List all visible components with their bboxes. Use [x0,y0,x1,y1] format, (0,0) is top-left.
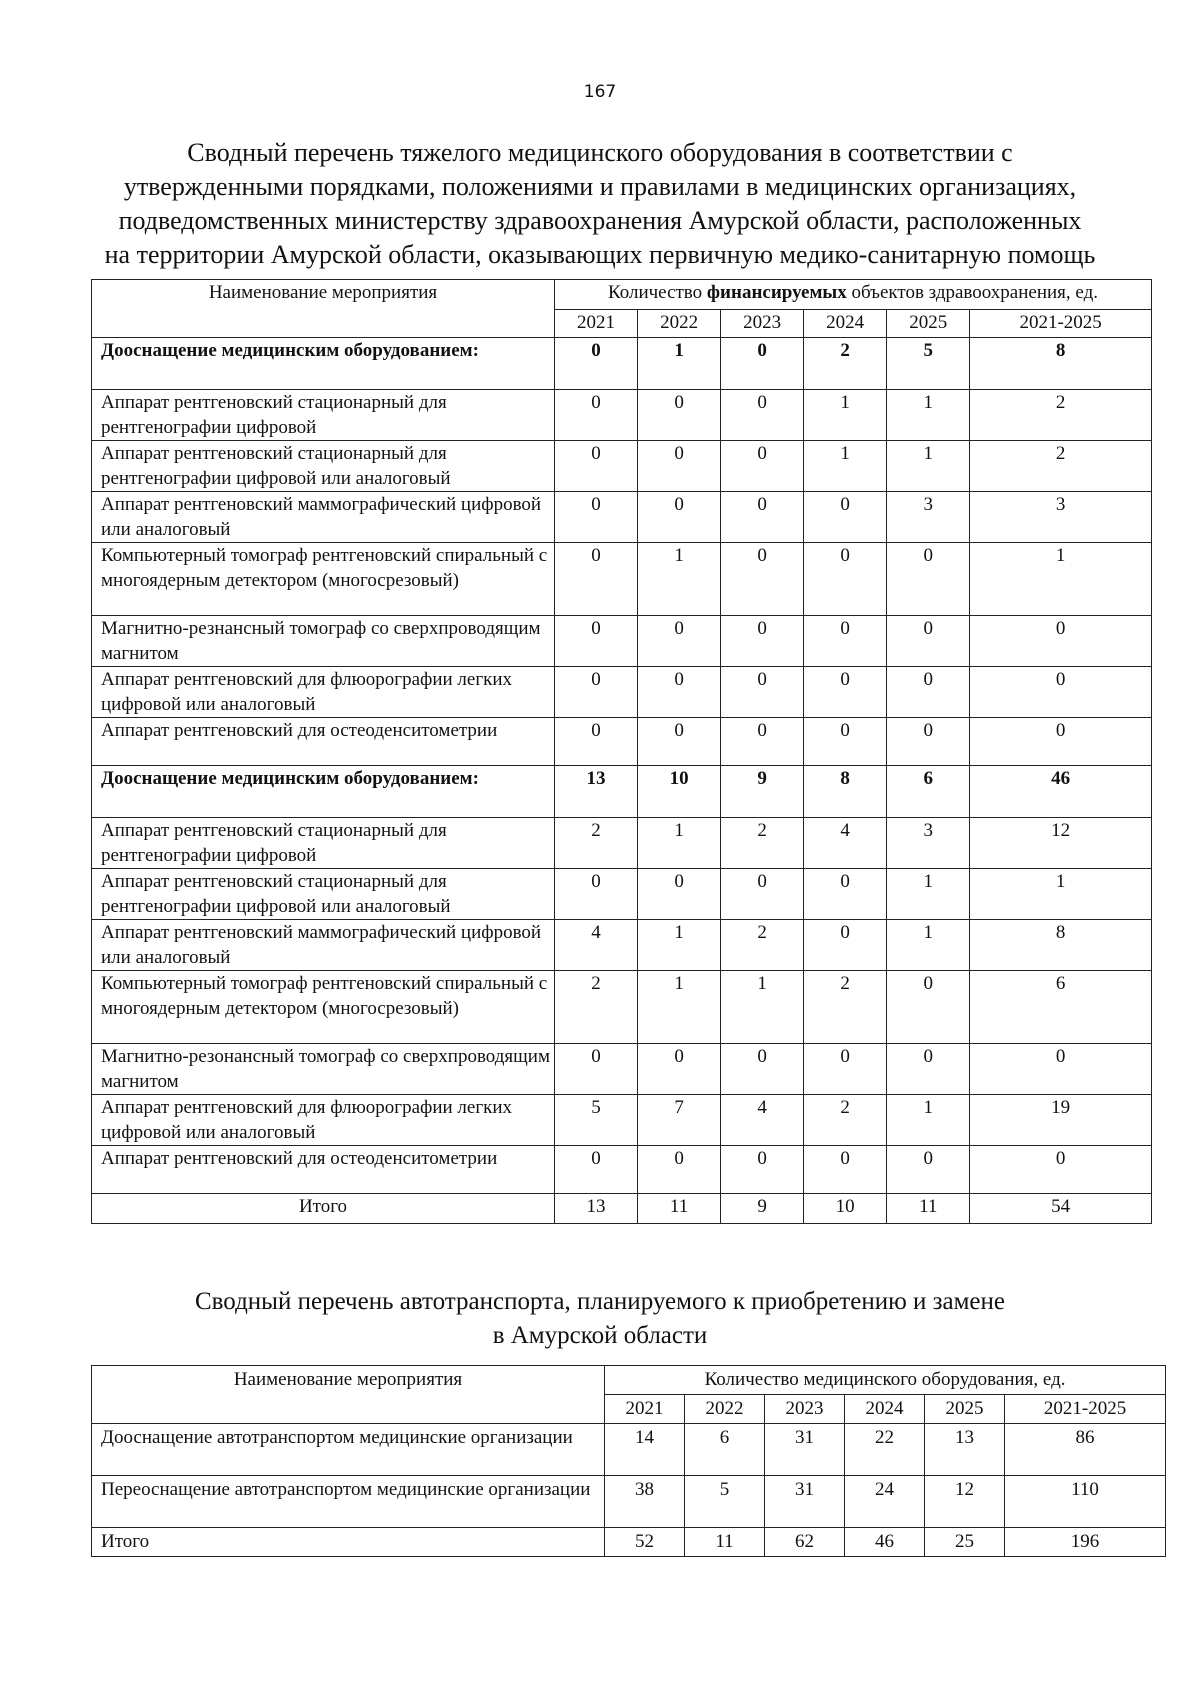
row-name: Аппарат рентгеновский маммографический цифровой или аналоговый [92,920,555,971]
value-cell: 31 [765,1476,845,1528]
value-cell: 2 [804,338,887,390]
value-cell: 9 [721,766,804,818]
value-cell: 3 [970,492,1152,543]
value-cell: 8 [970,338,1152,390]
page-number: 167 [583,82,617,102]
table-row [92,971,1152,1044]
value-cell: 10 [638,766,721,818]
value-cell: 1 [970,543,1152,616]
value-cell: 2 [970,390,1152,441]
value-cell: 86 [1005,1424,1166,1476]
row-name: Дооснащение медицинским оборудованием: [92,766,555,818]
row-name: Аппарат рентгеновский для остеоденситометрии [92,718,555,766]
total-label: Итого [92,1528,605,1557]
value-cell: 0 [804,543,887,616]
value-cell: 0 [555,338,638,390]
value-cell: 5 [555,1095,638,1146]
value-cell: 1 [638,543,721,616]
table-row [92,818,1152,869]
column-header-quantity [555,280,1152,310]
total-value-cell: 11 [638,1194,721,1224]
total-value-cell: 9 [721,1194,804,1224]
total-value-cell: 52 [605,1528,685,1557]
section-row [92,338,1152,390]
year-header: 2024 [845,1395,925,1424]
total-row [92,1194,1152,1224]
value-cell: 2 [970,441,1152,492]
section-row [92,766,1152,818]
value-cell: 1 [887,869,970,920]
title-line: подведомственных министерству здравоохранения Амурской области, расположенных [118,206,1082,235]
row-name: Магнитно-резнансный томограф со сверхпроводящим магнитом [92,616,555,667]
value-cell: 8 [970,920,1152,971]
value-cell: 0 [555,441,638,492]
total-label: Итого [92,1194,555,1224]
value-cell: 0 [887,971,970,1044]
value-cell: 1 [887,390,970,441]
year-header: 2025 [925,1395,1005,1424]
table-row [92,920,1152,971]
value-cell: 22 [845,1424,925,1476]
table-row [92,1044,1152,1095]
title-line: на территории Амурской области, оказывающих первичную медико-санитарную помощь [104,240,1096,269]
value-cell: 0 [555,1044,638,1095]
value-cell: 13 [925,1424,1005,1476]
value-cell: 1 [887,920,970,971]
value-cell: 19 [970,1095,1152,1146]
row-name: Дооснащение автотранспортом медицинские организации [92,1424,605,1476]
value-cell: 0 [555,492,638,543]
value-cell: 2 [804,1095,887,1146]
value-cell: 0 [887,718,970,766]
total-value-cell: 25 [925,1528,1005,1557]
value-cell: 0 [721,1146,804,1194]
value-cell: 0 [804,492,887,543]
table-row [92,1095,1152,1146]
value-cell: 0 [638,616,721,667]
value-cell: 0 [970,1146,1152,1194]
total-value-cell: 46 [845,1528,925,1557]
transport-table-title [60,1285,1140,1353]
transport-table-body [92,1366,1166,1557]
row-name: Аппарат рентгеновский маммографический цифровой или аналоговый [92,492,555,543]
value-cell: 0 [804,667,887,718]
equipment-table [91,279,1152,1224]
value-cell: 0 [887,1146,970,1194]
value-cell: 0 [721,338,804,390]
value-cell: 0 [721,441,804,492]
table-row [92,441,1152,492]
row-name: Аппарат рентгеновский стационарный для рентгенографии цифровой [92,818,555,869]
value-cell: 0 [638,667,721,718]
value-cell: 13 [555,766,638,818]
value-cell: 0 [721,869,804,920]
value-cell: 0 [638,1146,721,1194]
year-header: 2023 [721,310,804,338]
value-cell: 0 [887,667,970,718]
value-cell: 0 [638,718,721,766]
year-header: 2021-2025 [1005,1395,1166,1424]
value-cell: 0 [804,1146,887,1194]
value-cell: 0 [555,667,638,718]
row-name: Аппарат рентгеновский стационарный для рентгенографии цифровой [92,390,555,441]
total-value-cell: 13 [555,1194,638,1224]
value-cell: 24 [845,1476,925,1528]
value-cell: 0 [555,718,638,766]
value-cell: 0 [887,1044,970,1095]
value-cell: 0 [721,390,804,441]
value-cell: 0 [721,616,804,667]
value-cell: 38 [605,1476,685,1528]
value-cell: 0 [970,1044,1152,1095]
value-cell: 12 [925,1476,1005,1528]
row-name: Аппарат рентгеновский для остеоденситометрии [92,1146,555,1194]
value-cell: 2 [804,971,887,1044]
total-value-cell: 196 [1005,1528,1166,1557]
year-header: 2021-2025 [970,310,1152,338]
table-row [92,1476,1166,1528]
value-cell: 6 [685,1424,765,1476]
column-header-name: Наименование мероприятия [92,1366,605,1424]
value-cell: 1 [887,1095,970,1146]
value-cell: 0 [721,667,804,718]
value-cell: 0 [804,718,887,766]
row-name: Аппарат рентгеновский для флюорографии легких цифровой или аналоговый [92,1095,555,1146]
header-text: Количество [607,282,707,303]
value-cell: 31 [765,1424,845,1476]
value-cell: 2 [721,920,804,971]
value-cell: 0 [804,920,887,971]
value-cell: 7 [638,1095,721,1146]
header-text: объектов здравоохранения, ед. [846,282,1099,303]
table-row [92,616,1152,667]
value-cell: 2 [555,818,638,869]
value-cell: 1 [721,971,804,1044]
value-cell: 0 [638,869,721,920]
transport-table [91,1365,1166,1557]
table-row [92,492,1152,543]
year-header: 2023 [765,1395,845,1424]
row-name: Компьютерный томограф рентгеновский спиральный с многоядерным детектором (многосрезовый) [92,543,555,616]
year-header: 2024 [804,310,887,338]
value-cell: 0 [721,543,804,616]
total-value-cell: 54 [970,1194,1152,1224]
row-name: Аппарат рентгеновский стационарный для рентгенографии цифровой или аналоговый [92,869,555,920]
value-cell: 0 [970,667,1152,718]
title-line: в Амурской области [492,1322,708,1349]
value-cell: 0 [555,869,638,920]
equipment-table-title [60,136,1140,272]
row-name: Дооснащение медицинским оборудованием: [92,338,555,390]
value-cell: 5 [685,1476,765,1528]
value-cell: 1 [804,441,887,492]
header-row [92,280,1152,310]
table-row [92,1424,1166,1476]
year-header: 2022 [685,1395,765,1424]
total-value-cell: 11 [685,1528,765,1557]
value-cell: 5 [887,338,970,390]
value-cell: 8 [804,766,887,818]
value-cell: 0 [638,390,721,441]
value-cell: 2 [555,971,638,1044]
value-cell: 0 [721,1044,804,1095]
total-row [92,1528,1166,1557]
value-cell: 1 [638,920,721,971]
value-cell: 0 [555,616,638,667]
value-cell: 4 [721,1095,804,1146]
title-line: Сводный перечень автотранспорта, планируемого к приобретению и замене [195,1288,1005,1315]
column-header-quantity: Количество медицинского оборудования, ед. [605,1366,1166,1395]
value-cell: 1 [638,338,721,390]
table-row [92,869,1152,920]
row-name: Аппарат рентгеновский для флюорографии легких цифровой или аналоговый [92,667,555,718]
table-row [92,718,1152,766]
equipment-table-body [92,280,1152,1224]
value-cell: 12 [970,818,1152,869]
value-cell: 1 [638,818,721,869]
value-cell: 6 [970,971,1152,1044]
table-row [92,667,1152,718]
title-line: Сводный перечень тяжелого медицинского оборудования в соответствии с [187,138,1013,167]
value-cell: 1 [638,971,721,1044]
value-cell: 0 [804,616,887,667]
value-cell: 1 [970,869,1152,920]
table-row [92,543,1152,616]
value-cell: 110 [1005,1476,1166,1528]
value-cell: 4 [804,818,887,869]
header-emphasis: финансируемых [706,282,847,303]
value-cell: 3 [887,818,970,869]
value-cell: 1 [887,441,970,492]
value-cell: 4 [555,920,638,971]
year-header: 2025 [887,310,970,338]
value-cell: 46 [970,766,1152,818]
total-value-cell: 62 [765,1528,845,1557]
total-value-cell: 11 [887,1194,970,1224]
row-name: Аппарат рентгеновский стационарный для рентгенографии цифровой или аналоговый [92,441,555,492]
value-cell: 0 [887,616,970,667]
value-cell: 6 [887,766,970,818]
value-cell: 0 [555,390,638,441]
value-cell: 0 [638,441,721,492]
value-cell: 0 [555,543,638,616]
value-cell: 0 [887,543,970,616]
table-row [92,1146,1152,1194]
row-name: Магнитно-резонансный томограф со сверхпроводящим магнитом [92,1044,555,1095]
value-cell: 0 [555,1146,638,1194]
value-cell: 0 [638,1044,721,1095]
year-header: 2021 [605,1395,685,1424]
table-row [92,390,1152,441]
value-cell: 14 [605,1424,685,1476]
value-cell: 0 [721,492,804,543]
value-cell: 0 [804,869,887,920]
value-cell: 0 [970,616,1152,667]
total-value-cell: 10 [804,1194,887,1224]
value-cell: 0 [804,1044,887,1095]
value-cell: 0 [638,492,721,543]
row-name: Переоснащение автотранспортом медицинские организации [92,1476,605,1528]
value-cell: 1 [804,390,887,441]
row-name: Компьютерный томограф рентгеновский спиральный с многоядерным детектором (многосрезовый) [92,971,555,1044]
year-header: 2022 [638,310,721,338]
column-header-name: Наименование мероприятия [92,280,555,338]
value-cell: 3 [887,492,970,543]
value-cell: 0 [970,718,1152,766]
title-line: утвержденными порядками, положениями и правилами в медицинских организациях, [123,172,1077,201]
value-cell: 0 [721,718,804,766]
year-header: 2021 [555,310,638,338]
header-row [92,1366,1166,1395]
value-cell: 2 [721,818,804,869]
